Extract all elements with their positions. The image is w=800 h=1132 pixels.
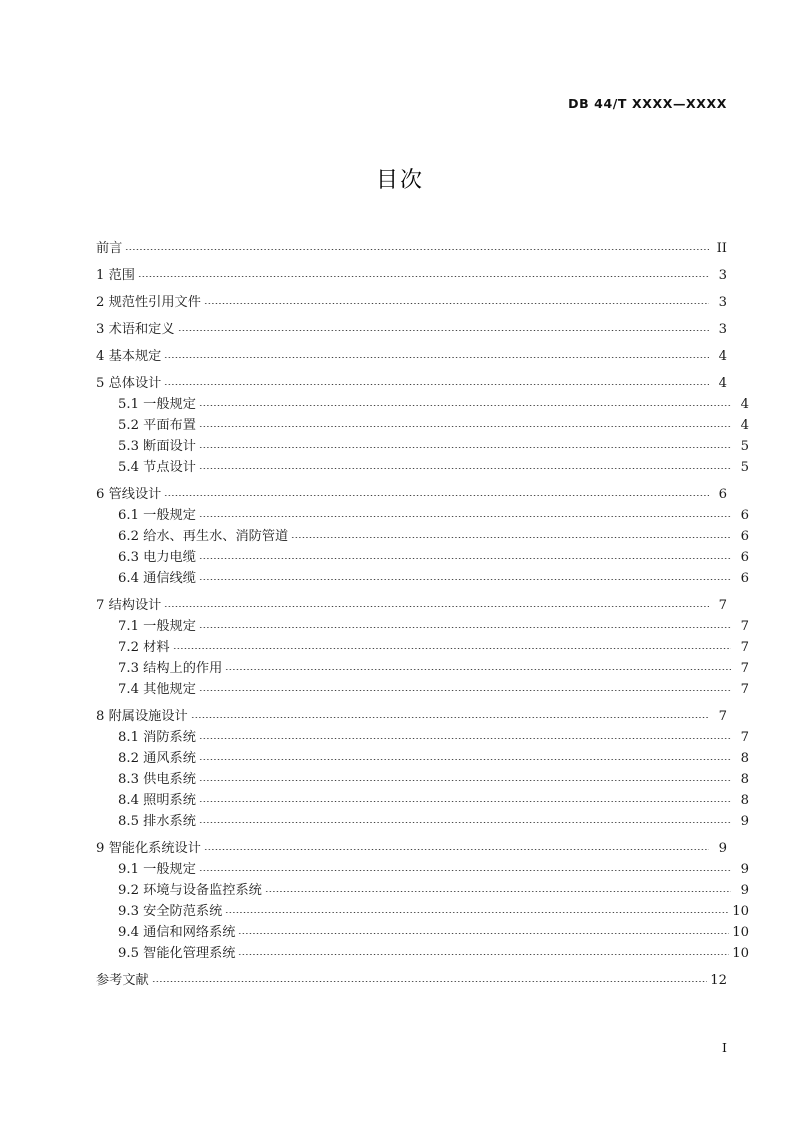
toc-entry[interactable] xyxy=(96,838,727,859)
toc-dot-leader xyxy=(164,596,709,609)
toc-entry-page-number: 8 xyxy=(740,751,749,766)
toc-dot-leader xyxy=(238,944,729,957)
toc-entry-page-number: 12 xyxy=(710,973,727,988)
toc-dot-leader xyxy=(199,617,731,630)
toc-entry[interactable] xyxy=(96,943,749,964)
toc-entry-page-number: 8 xyxy=(740,772,749,787)
toc-dot-leader xyxy=(199,395,731,408)
toc-entry[interactable] xyxy=(96,748,749,769)
toc-entry[interactable] xyxy=(96,658,749,679)
toc-entry-page-number: 4 xyxy=(740,397,749,412)
toc-entry-label: 9.1 一般规定 xyxy=(118,862,196,877)
toc-entry[interactable] xyxy=(96,922,749,943)
toc-entry[interactable] xyxy=(96,238,727,259)
toc-entry-label: 5.2 平面布置 xyxy=(118,418,196,433)
page-title: 目次 xyxy=(375,168,424,193)
toc-entry-page-number: 6 xyxy=(740,508,749,523)
toc-entry-page-number: 6 xyxy=(718,487,727,502)
toc-entry-label: 8.3 供电系统 xyxy=(118,772,196,787)
toc-entry-page-number: 7 xyxy=(718,598,727,613)
toc-entry[interactable] xyxy=(96,373,727,394)
toc-dot-leader xyxy=(199,506,731,519)
toc-entry-page-number: 4 xyxy=(718,376,727,391)
toc-dot-leader xyxy=(125,239,709,252)
toc-entry-page-number: 7 xyxy=(740,619,749,634)
toc-entry-label: 7.3 结构上的作用 xyxy=(118,661,223,676)
toc-dot-leader xyxy=(164,485,709,498)
toc-entry[interactable] xyxy=(96,394,749,415)
toc-entry[interactable] xyxy=(96,616,749,637)
toc-entry-page-number: 3 xyxy=(718,322,727,337)
toc-entry-page-number: 10 xyxy=(732,904,749,919)
toc-entry[interactable] xyxy=(96,901,749,922)
toc-entry-page-number: 8 xyxy=(740,793,749,808)
toc-entry-page-number: 9 xyxy=(740,814,749,829)
toc-dot-leader xyxy=(238,923,729,936)
toc-entry-label: 6 管线设计 xyxy=(96,487,162,502)
toc-dot-leader xyxy=(173,638,731,651)
toc-dot-leader xyxy=(199,680,731,693)
toc-entry-label: 7.1 一般规定 xyxy=(118,619,196,634)
toc-dot-leader xyxy=(225,659,731,672)
toc-entry-page-number: 3 xyxy=(718,295,727,310)
toc-dot-leader xyxy=(164,374,709,387)
toc-entry-label: 6.1 一般规定 xyxy=(118,508,196,523)
toc-entry[interactable] xyxy=(96,679,749,700)
toc-entry[interactable] xyxy=(96,595,727,616)
running-header-standard-number: DB 44/T XXXX—XXXX xyxy=(568,96,727,111)
toc-entry-label: 8.4 照明系统 xyxy=(118,793,196,808)
toc-dot-leader xyxy=(164,347,709,360)
toc-entry-label: 7.4 其他规定 xyxy=(118,682,196,697)
toc-entry-label: 7 结构设计 xyxy=(96,598,162,613)
toc-dot-leader xyxy=(225,902,729,915)
toc-entry[interactable] xyxy=(96,859,749,880)
toc-entry[interactable] xyxy=(96,346,727,367)
toc-entry[interactable] xyxy=(96,970,727,991)
footer-page-number: I xyxy=(722,1040,727,1055)
toc-dot-leader xyxy=(265,881,731,894)
toc-entry-label: 8.1 消防系统 xyxy=(118,730,196,745)
toc-entry-label: 前言 xyxy=(96,241,123,256)
toc-entry-page-number: 6 xyxy=(740,550,749,565)
table-of-contents xyxy=(96,238,749,991)
toc-entry-label: 8.2 通风系统 xyxy=(118,751,196,766)
toc-entry-label: 8.5 排水系统 xyxy=(118,814,196,829)
toc-entry[interactable] xyxy=(96,457,749,478)
toc-entry-label: 8 附属设施设计 xyxy=(96,709,188,724)
toc-entry[interactable] xyxy=(96,415,749,436)
toc-entry-page-number: 10 xyxy=(732,925,749,940)
toc-entry-page-number: 5 xyxy=(740,460,749,475)
toc-entry-page-number: 7 xyxy=(740,661,749,676)
toc-entry-page-number: 3 xyxy=(718,268,727,283)
toc-entry-label: 4 基本规定 xyxy=(96,349,162,364)
toc-dot-leader xyxy=(291,527,731,540)
toc-entry[interactable] xyxy=(96,526,749,547)
toc-entry-label: 6.3 电力电缆 xyxy=(118,550,196,565)
toc-dot-leader xyxy=(178,320,709,333)
toc-dot-leader xyxy=(204,839,709,852)
toc-entry[interactable] xyxy=(96,505,749,526)
toc-entry[interactable] xyxy=(96,880,749,901)
toc-entry[interactable] xyxy=(96,637,749,658)
toc-entry-label: 7.2 材料 xyxy=(118,640,170,655)
toc-entry-page-number: 10 xyxy=(732,946,749,961)
toc-entry-page-number: 9 xyxy=(718,841,727,856)
toc-entry[interactable] xyxy=(96,706,727,727)
toc-entry-label: 5.3 断面设计 xyxy=(118,439,196,454)
toc-dot-leader xyxy=(199,728,731,741)
toc-entry-page-number: 4 xyxy=(718,349,727,364)
toc-dot-leader xyxy=(199,749,731,762)
toc-dot-leader xyxy=(199,812,731,825)
toc-entry-label: 2 规范性引用文件 xyxy=(96,295,201,310)
toc-entry[interactable] xyxy=(96,727,749,748)
toc-entry-page-number: 9 xyxy=(740,862,749,877)
toc-dot-leader xyxy=(152,971,707,984)
toc-entry[interactable] xyxy=(96,790,749,811)
toc-dot-leader xyxy=(199,458,731,471)
toc-entry[interactable] xyxy=(96,265,727,286)
toc-dot-leader xyxy=(204,293,709,306)
toc-dot-leader xyxy=(199,569,731,582)
toc-dot-leader xyxy=(199,437,731,450)
toc-entry-label: 参考文献 xyxy=(96,973,149,988)
toc-entry[interactable] xyxy=(96,436,749,457)
toc-entry-page-number: 7 xyxy=(718,709,727,724)
toc-entry-page-number: 4 xyxy=(740,418,749,433)
toc-entry-page-number: 6 xyxy=(740,529,749,544)
toc-dot-leader xyxy=(199,860,731,873)
toc-entry-label: 6.4 通信线缆 xyxy=(118,571,196,586)
toc-dot-leader xyxy=(199,416,731,429)
toc-entry-label: 9.2 环境与设备监控系统 xyxy=(118,883,262,898)
toc-entry[interactable] xyxy=(96,547,749,568)
toc-entry[interactable] xyxy=(96,484,727,505)
toc-entry-label: 1 范围 xyxy=(96,268,135,283)
toc-entry-label: 9 智能化系统设计 xyxy=(96,841,201,856)
toc-entry-page-number: II xyxy=(716,241,727,256)
toc-entry-page-number: 7 xyxy=(740,682,749,697)
toc-entry-label: 3 术语和定义 xyxy=(96,322,175,337)
toc-dot-leader xyxy=(199,791,731,804)
toc-entry[interactable] xyxy=(96,568,749,589)
toc-dot-leader xyxy=(199,770,731,783)
toc-entry-label: 5 总体设计 xyxy=(96,376,162,391)
toc-entry-label: 9.5 智能化管理系统 xyxy=(118,946,236,961)
toc-entry[interactable] xyxy=(96,319,727,340)
toc-entry[interactable] xyxy=(96,292,727,313)
toc-entry-label: 5.4 节点设计 xyxy=(118,460,196,475)
toc-entry-page-number: 7 xyxy=(740,730,749,745)
toc-entry[interactable] xyxy=(96,811,749,832)
toc-entry-page-number: 9 xyxy=(740,883,749,898)
toc-entry-page-number: 7 xyxy=(740,640,749,655)
toc-dot-leader xyxy=(199,548,731,561)
toc-entry[interactable] xyxy=(96,769,749,790)
toc-entry-label: 6.2 给水、再生水、消防管道 xyxy=(118,529,289,544)
toc-entry-page-number: 5 xyxy=(740,439,749,454)
toc-dot-leader xyxy=(191,707,709,720)
toc-entry-label: 9.4 通信和网络系统 xyxy=(118,925,236,940)
toc-entry-label: 5.1 一般规定 xyxy=(118,397,196,412)
toc-dot-leader xyxy=(138,266,709,279)
toc-entry-label: 9.3 安全防范系统 xyxy=(118,904,223,919)
toc-entry-page-number: 6 xyxy=(740,571,749,586)
